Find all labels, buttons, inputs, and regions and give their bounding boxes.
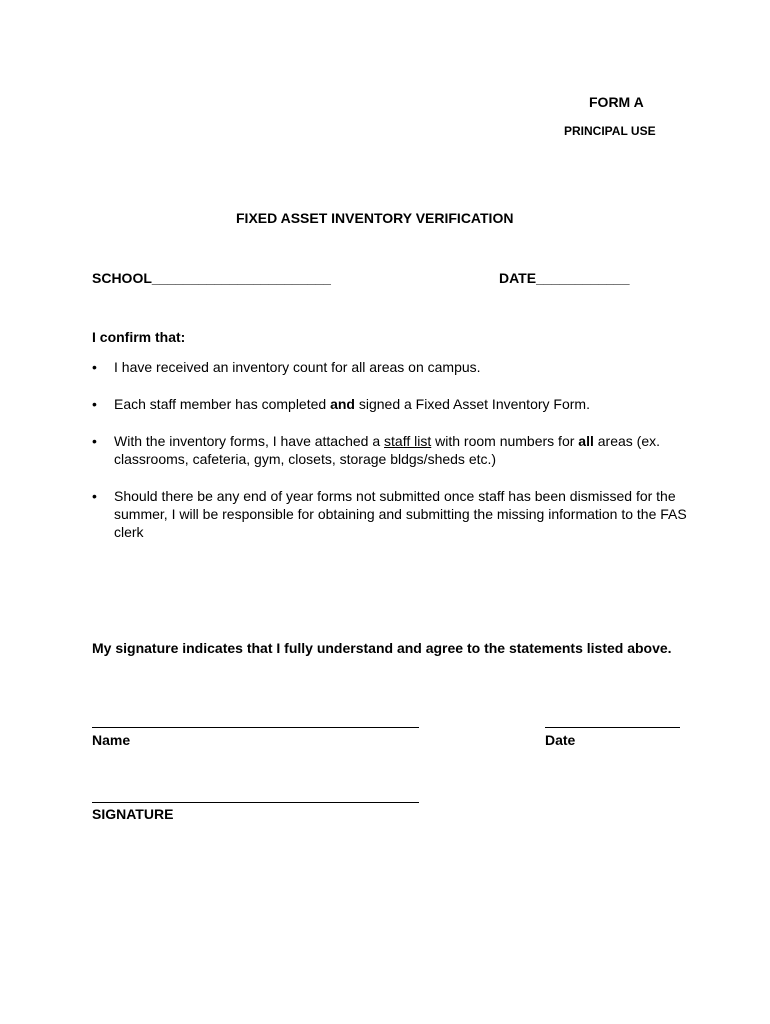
list-item [92, 358, 692, 376]
bullet-text-pre: Each staff member has completed [114, 396, 331, 412]
bullet-text: Should there be any end of year forms not submitted once staff has been dismissed for the summer, I will be responsible for obtaining and submitting the missing information to the FAS clerk [114, 488, 687, 540]
bullet-text-post: areas (ex. classrooms, cafeteria, gym, closets, storage bldgs/sheds etc.) [114, 433, 661, 467]
school-field: SCHOOL_______________________ [92, 270, 331, 286]
list-item [92, 487, 692, 541]
signature-line [92, 802, 419, 803]
date-field: DATE____________ [499, 270, 630, 286]
confirm-heading: I confirm that: [92, 329, 186, 345]
form-use-label: PRINCIPAL USE [564, 124, 656, 138]
staff-list-text: staff list [384, 433, 432, 449]
bullet-icon: • [92, 488, 97, 504]
date-signature-line [545, 727, 680, 728]
bullet-icon: • [92, 396, 97, 412]
date-label: Date [545, 732, 576, 748]
bullet-text-bold: all [578, 433, 594, 449]
bullet-icon: • [92, 359, 97, 375]
bullet-text-pre: With the inventory forms, I have attached a [114, 433, 385, 449]
bullet-text: I have received an inventory count for all areas on campus. [114, 359, 481, 375]
signature-statement: My signature indicates that I fully understand and agree to the statements listed above. [92, 640, 672, 656]
form-code: FORM A [589, 94, 644, 110]
bullet-text-post: signed a Fixed Asset Inventory Form. [354, 396, 590, 412]
bullet-icon: • [92, 433, 97, 449]
list-item [92, 395, 692, 413]
name-signature-line [92, 727, 419, 728]
list-item [92, 432, 692, 468]
bullet-text-mid: with room numbers for [431, 433, 579, 449]
bullet-text-bold: and [330, 396, 355, 412]
document-title: FIXED ASSET INVENTORY VERIFICATION [236, 210, 514, 226]
signature-label: SIGNATURE [92, 806, 174, 822]
name-label: Name [92, 732, 131, 748]
confirmation-list [92, 358, 692, 560]
